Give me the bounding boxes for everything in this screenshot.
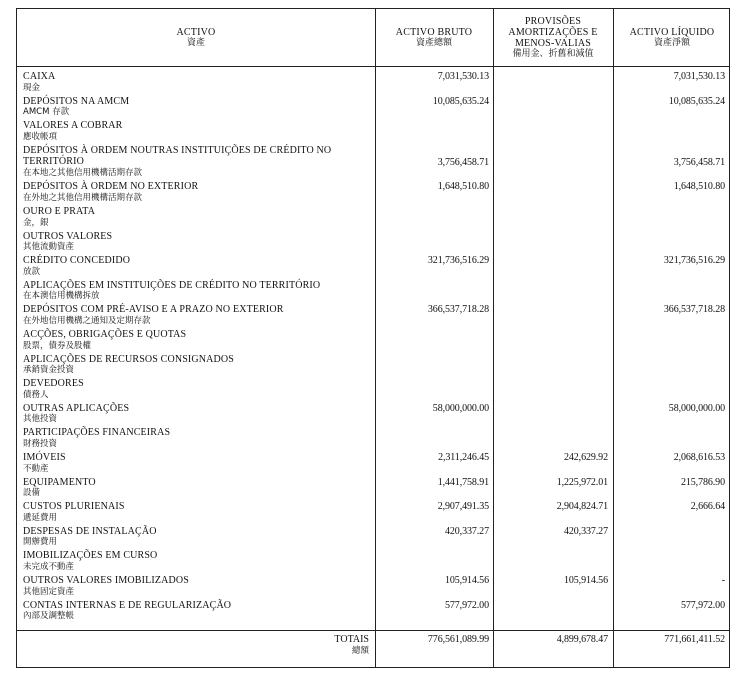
row-provisoes: 420,337.27 [563, 525, 608, 537]
row-label-pt: IMOBILIZAÇÕES EM CURSO [23, 550, 158, 562]
row-label-pt: ACÇÕES, OBRIGAÇÕES E QUOTAS [23, 329, 187, 340]
row-label [23, 329, 373, 352]
row-activo-liquido: 10,085,635.24 [668, 95, 725, 107]
row-label-zh: 股票，債券及股權 [23, 340, 92, 351]
row-activo-liquido: 58,000,000.00 [668, 402, 725, 414]
balance-sheet-table [16, 8, 730, 668]
row-activo-bruto: 105,914.56 [444, 575, 489, 586]
row-label-pt-continued: TERRITÓRIO [23, 156, 84, 168]
row-label-zh: AMCM 存款 [23, 107, 70, 118]
row-activo-liquido: 366,537,718.28 [663, 304, 725, 316]
row-label [23, 427, 373, 450]
row-label-pt: DESPESAS DE INSTALAÇÃO [23, 525, 157, 537]
column-divider [613, 9, 614, 667]
totals-label [334, 634, 369, 657]
header-activo [17, 9, 375, 66]
row-label-pt: CRÉDITO CONCEDIDO [23, 255, 131, 267]
row-activo-liquido: - [721, 575, 725, 586]
row-label-zh: 未完成不動產 [23, 561, 75, 572]
row-label-zh: 內部及調整帳 [23, 611, 75, 622]
header-divider [17, 66, 729, 67]
totals-label-zh: 總額 [351, 645, 369, 656]
row-activo-bruto: 1,648,510.80 [437, 181, 489, 193]
row-label-pt: CONTAS INTERNAS E DE REGULARIZAÇÃO [23, 599, 232, 611]
row-provisoes: 2,904,824.71 [556, 501, 608, 513]
row-label-zh: 開辦費用 [23, 537, 58, 548]
row-activo-bruto: 3,756,458.71 [437, 156, 489, 168]
row-label-pt: CUSTOS PLURIENAIS [23, 501, 125, 513]
header-prov-zh: 備用金、折舊和減值 [512, 48, 594, 59]
totals-liquido: 771,661,411.52 [664, 634, 725, 645]
header-liquido-zh: 資產淨額 [653, 37, 690, 48]
row-label [23, 96, 373, 119]
totals-bruto: 776,561,089.99 [427, 634, 489, 645]
row-activo-liquido: 1,648,510.80 [673, 181, 725, 193]
row-activo-bruto: 2,311,246.45 [438, 452, 489, 463]
row-label [23, 231, 373, 254]
header-prov-pt-3: MENOS-VALIAS [514, 37, 592, 49]
row-label-pt: OURO E PRATA [23, 206, 96, 217]
row-label-zh: 在本地之其他信用機構活期存款 [23, 167, 143, 178]
row-label [23, 145, 373, 179]
row-label-pt: DEPÓSITOS À ORDEM NO EXTERIOR [23, 181, 199, 193]
row-label [23, 255, 373, 278]
column-divider [375, 9, 376, 667]
row-activo-liquido: 215,786.90 [680, 476, 725, 488]
totals-divider [17, 630, 729, 631]
header-bruto-zh: 資產總額 [415, 37, 452, 48]
row-label-pt: VALORES A COBRAR [23, 120, 123, 132]
row-activo-liquido: 7,031,530.13 [673, 71, 725, 82]
header-activo-liquido [613, 9, 731, 66]
row-label-zh: 在外地之其他信用機構活期存款 [23, 192, 143, 203]
row-activo-liquido: 2,666.64 [690, 501, 725, 513]
row-activo-bruto: 7,031,530.13 [437, 71, 489, 82]
row-activo-liquido: 2,068,616.53 [673, 452, 725, 463]
row-label-pt: CAIXA [23, 71, 56, 82]
row-label-pt: OUTROS VALORES [23, 230, 113, 242]
row-label [23, 452, 373, 475]
row-activo-liquido: 321,736,516.29 [663, 255, 725, 267]
row-provisoes: 105,914.56 [563, 575, 608, 586]
row-label-zh: 其他投資 [23, 414, 58, 425]
row-label-zh: 應收帳項 [23, 131, 58, 142]
header-provisoes [493, 9, 613, 66]
row-label [23, 304, 373, 327]
header-prov-pt-2: AMORTIZAÇÕES E [508, 26, 598, 38]
row-activo-bruto: 420,337.27 [444, 525, 489, 537]
row-activo-bruto: 1,441,758.91 [437, 476, 489, 488]
row-label-pt: IMÓVEIS [23, 452, 66, 463]
row-activo-bruto: 577,972.00 [444, 599, 489, 611]
row-label [23, 280, 373, 303]
row-activo-bruto: 321,736,516.29 [427, 255, 489, 267]
row-label-pt: DEPÓSITOS À ORDEM NOUTRAS INSTITUIÇÕES DE CRÉDITO NO [23, 144, 332, 156]
row-label [23, 181, 373, 204]
row-activo-bruto: 2,907,491.35 [437, 501, 489, 513]
row-label-pt: DEPÓSITOS COM PRÉ-AVISO E A PRAZO NO EXTERIOR [23, 304, 284, 316]
row-label-zh: 債務人 [23, 389, 49, 400]
totals-label-pt: TOTAIS [334, 634, 369, 645]
row-label-zh: 設備 [23, 488, 41, 499]
row-label [23, 71, 373, 94]
row-label-pt: EQUIPAMENTO [23, 476, 96, 488]
row-label [23, 120, 373, 143]
header-bruto-pt: ACTIVO BRUTO [395, 26, 473, 38]
row-label-zh: 金，銀 [23, 217, 49, 228]
row-label [23, 477, 373, 500]
row-label-zh: 在本澳信用機構拆放 [23, 291, 100, 302]
row-label [23, 526, 373, 549]
row-label [23, 600, 373, 623]
row-label-zh: 承銷資金投資 [23, 365, 75, 376]
header-activo-zh: 資產 [186, 37, 205, 48]
row-label-zh: 其他流動資產 [23, 242, 75, 253]
row-label-zh: 現金 [23, 82, 41, 93]
row-label [23, 378, 373, 401]
totals-provisoes: 4,899,678.47 [556, 634, 608, 645]
row-provisoes: 1,225,972.01 [556, 476, 608, 488]
row-label-pt: APLICAÇÕES EM INSTITUIÇÕES DE CRÉDITO NO TERRITÓRIO [23, 279, 321, 291]
row-label-zh: 遞延費用 [23, 512, 58, 523]
row-label [23, 575, 373, 598]
row-label [23, 206, 373, 229]
row-label-pt: DEPÓSITOS NA AMCM [23, 95, 130, 107]
row-label-zh: 不動產 [23, 463, 49, 474]
row-label-zh: 在外地信用機構之通知及定期存款 [23, 315, 151, 326]
row-label-pt: OUTRAS APLICAÇÕES [23, 402, 130, 414]
column-divider [493, 9, 494, 667]
row-label-pt: PARTICIPAÇÕES FINANCEIRAS [23, 427, 171, 439]
row-label-zh: 放款 [23, 266, 41, 277]
row-label-zh: 財務投資 [23, 438, 58, 449]
row-label-pt: OUTROS VALORES IMOBILIZADOS [23, 575, 189, 586]
row-activo-liquido: 577,972.00 [680, 599, 725, 611]
row-provisoes: 242,629.92 [563, 452, 608, 463]
row-label-zh: 其他固定資產 [23, 586, 75, 597]
header-activo-pt: ACTIVO [176, 26, 216, 38]
row-label [23, 403, 373, 426]
row-activo-bruto: 58,000,000.00 [432, 402, 489, 414]
row-label [23, 354, 373, 377]
row-label [23, 501, 373, 524]
row-activo-liquido: 3,756,458.71 [673, 156, 725, 168]
header-liquido-pt: ACTIVO LÍQUIDO [629, 26, 715, 38]
row-label-pt: DEVEDORES [23, 378, 84, 390]
row-activo-bruto: 10,085,635.24 [432, 95, 489, 107]
row-label [23, 550, 373, 573]
row-label-pt: APLICAÇÕES DE RECURSOS CONSIGNADOS [23, 353, 234, 365]
row-activo-bruto: 366,537,718.28 [427, 304, 489, 316]
header-prov-pt-1: PROVISÕES [524, 15, 582, 27]
header-activo-bruto [375, 9, 493, 66]
